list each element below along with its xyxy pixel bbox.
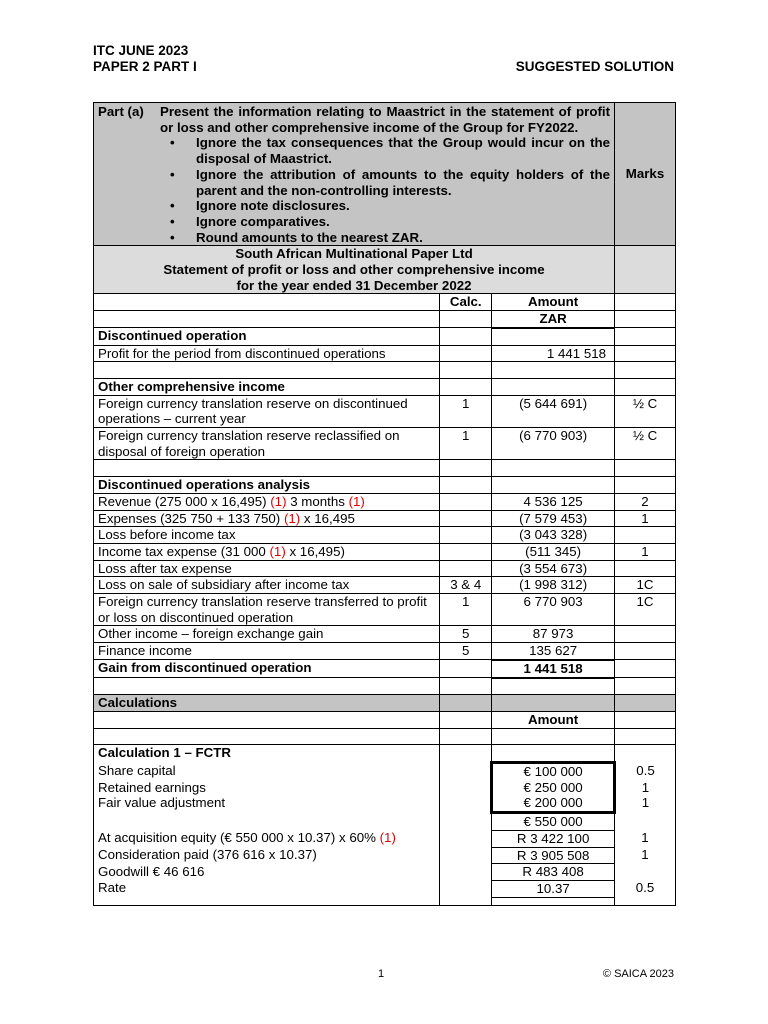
table-row xyxy=(94,847,676,864)
row-calc: 3 & 4 xyxy=(440,577,492,594)
task-bullet: • Round amounts to the nearest ZAR. xyxy=(170,229,423,245)
table-row xyxy=(94,780,676,796)
row-label: Profit for the period from discontinued operations xyxy=(94,345,440,362)
table-row xyxy=(94,510,676,527)
column-header-row xyxy=(94,294,676,311)
row-label: Finance income xyxy=(94,643,440,660)
exam-title: ITC JUNE 2023 xyxy=(93,43,189,58)
task-bullets xyxy=(160,135,610,245)
row-calc: 5 xyxy=(440,643,492,660)
row-label: Fair value adjustment xyxy=(94,795,440,812)
row-amount: 87 973 xyxy=(492,626,615,643)
analysis-heading: Discontinued operations analysis xyxy=(94,477,440,494)
table-row xyxy=(94,864,676,881)
row-label: Foreign currency translation reserve transferred to profit or loss on discontinued operation xyxy=(94,594,440,626)
row-label: Gain from discontinued operation xyxy=(94,660,440,678)
header-right: SUGGESTED SOLUTION xyxy=(515,59,674,74)
row-marks: ½ C xyxy=(615,395,676,427)
row-marks: 1 xyxy=(615,510,676,527)
oci-heading: Other comprehensive income xyxy=(94,378,440,395)
calculations-heading-row xyxy=(94,695,676,712)
table-row xyxy=(94,643,676,660)
table-row xyxy=(94,660,676,678)
solution-table xyxy=(93,102,676,906)
calculations-heading: Calculations xyxy=(94,695,440,712)
table-row xyxy=(94,493,676,510)
table-row xyxy=(94,477,676,494)
calc1-heading: Calculation 1 – FCTR xyxy=(94,745,440,763)
mark-indicator: (1) xyxy=(379,830,396,846)
table-row xyxy=(94,428,676,460)
row-amount: € 100 000 xyxy=(492,763,615,780)
row-calc: 1 xyxy=(440,395,492,427)
row-marks: 1 xyxy=(615,795,676,812)
task-intro: Present the information relating to Maastrict in the statement of profit or loss and other comprehensive income of the Group for FY2022. xyxy=(160,104,611,135)
task-bullet: • Ignore the tax consequences that the Group would incur on the disposal of Maastrict. xyxy=(170,135,611,167)
row-amount: € 550 000 xyxy=(492,813,615,831)
row-label: Loss before income tax xyxy=(94,527,440,544)
row-amount: (6 770 903) xyxy=(492,428,615,460)
calc-col-header: Calc. xyxy=(440,294,492,311)
row-marks: 0.5 xyxy=(615,880,676,897)
amount-col-header: Amount xyxy=(492,294,615,311)
table-row xyxy=(94,560,676,577)
row-amount: 1 441 518 xyxy=(492,345,615,362)
table-row xyxy=(94,830,676,847)
row-label: Income tax expense (31 000 (1) x 16,495) xyxy=(94,543,440,560)
row-marks: 2 xyxy=(615,493,676,510)
row-amount: R 483 408 xyxy=(492,864,615,881)
row-marks: 1C xyxy=(615,594,676,626)
row-label: Revenue (275 000 x 16,495) (1) 3 months (1) xyxy=(94,493,440,510)
row-amount: 10.37 xyxy=(492,880,615,897)
statement-title xyxy=(94,246,615,294)
row-amount: (511 345) xyxy=(492,543,615,560)
copyright: © SAICA 2023 xyxy=(602,968,674,980)
page-number: 1 xyxy=(378,968,385,980)
table-row xyxy=(94,594,676,626)
row-marks: 1 xyxy=(615,543,676,560)
row-label: Rate xyxy=(94,880,440,897)
row-label: Goodwill € 46 616 xyxy=(94,864,440,881)
row-label: Share capital xyxy=(94,763,440,780)
row-marks: 1C xyxy=(615,577,676,594)
task-bullet: • Ignore comparatives. xyxy=(170,213,330,229)
row-amount: (3 043 328) xyxy=(492,527,615,544)
mark-indicator: (1) xyxy=(283,510,301,526)
row-marks: 1 xyxy=(615,830,676,847)
row-amount: 4 536 125 xyxy=(492,493,615,510)
row-calc: 1 xyxy=(440,428,492,460)
task-row xyxy=(94,103,676,246)
table-row xyxy=(94,745,676,763)
row-label: At acquisition equity (€ 550 000 x 10.37) x 60% (1) xyxy=(94,830,440,847)
table-row xyxy=(94,880,676,897)
table-row xyxy=(94,626,676,643)
task-cell xyxy=(94,103,615,246)
task-label: Part (a) xyxy=(98,104,144,119)
row-calc: 1 xyxy=(440,594,492,626)
table-row xyxy=(94,395,676,427)
mark-indicator: (1) xyxy=(269,543,286,559)
table-row xyxy=(94,577,676,594)
table-row xyxy=(94,527,676,544)
row-amount: R 3 422 100 xyxy=(492,830,615,847)
table-row xyxy=(94,543,676,560)
statement-title-row xyxy=(94,246,676,294)
table-bottom-row xyxy=(94,897,676,906)
row-label: Loss on sale of subsidiary after income tax xyxy=(94,577,440,594)
calc-amount-header: Amount xyxy=(492,711,615,728)
company-name: South African Multinational Paper Ltd xyxy=(235,246,473,262)
marks-header: Marks xyxy=(615,103,676,246)
statement-name: Statement of profit or loss and other comprehensive income xyxy=(163,262,545,278)
row-label: Loss after tax expense xyxy=(94,560,440,577)
row-amount: 1 441 518 xyxy=(492,660,615,678)
task-bullet: • Ignore the attribution of amounts to the equity holders of the parent and the non-controlling interests. xyxy=(170,166,611,198)
row-amount: 6 770 903 xyxy=(492,594,615,626)
header-left xyxy=(93,43,197,75)
row-amount: (1 998 312) xyxy=(492,577,615,594)
row-amount: (7 579 453) xyxy=(492,510,615,527)
row-label: Foreign currency translation reserve reclassified on disposal of foreign operation xyxy=(94,428,440,460)
table-row xyxy=(94,763,676,780)
row-marks: 1 xyxy=(615,780,676,796)
discontinued-heading: Discontinued operation xyxy=(94,328,440,345)
row-amount: (3 554 673) xyxy=(492,560,615,577)
row-amount: R 3 905 508 xyxy=(492,847,615,864)
paper-title: PAPER 2 PART I xyxy=(93,59,197,74)
mark-indicator: (1) xyxy=(270,493,287,509)
row-amount: € 250 000 xyxy=(492,780,615,796)
currency-header-row xyxy=(94,311,676,328)
row-amount: 135 627 xyxy=(492,643,615,660)
row-label: Expenses (325 750 + 133 750) (1) x 16,495 xyxy=(94,510,440,527)
table-row xyxy=(94,711,676,728)
row-label: Consideration paid (376 616 x 10.37) xyxy=(94,847,440,864)
table-row xyxy=(94,345,676,362)
table-row xyxy=(94,813,676,831)
row-marks: 1 xyxy=(615,847,676,864)
row-amount: € 200 000 xyxy=(492,795,615,812)
task-bullet: • Ignore note disclosures. xyxy=(170,198,350,214)
table-row xyxy=(94,378,676,395)
currency-header: ZAR xyxy=(492,311,615,328)
row-label: Other income – foreign exchange gain xyxy=(94,626,440,643)
row-amount: (5 644 691) xyxy=(492,395,615,427)
table-row xyxy=(94,328,676,345)
mark-indicator: (1) xyxy=(348,493,365,509)
statement-period: for the year ended 31 December 2022 xyxy=(236,277,472,293)
row-label: Retained earnings xyxy=(94,780,440,796)
row-marks: 0.5 xyxy=(615,763,676,780)
row-calc: 5 xyxy=(440,626,492,643)
table-row xyxy=(94,795,676,812)
row-label: Foreign currency translation reserve on discontinued operations – current year xyxy=(94,395,440,427)
row-marks: ½ C xyxy=(615,428,676,460)
